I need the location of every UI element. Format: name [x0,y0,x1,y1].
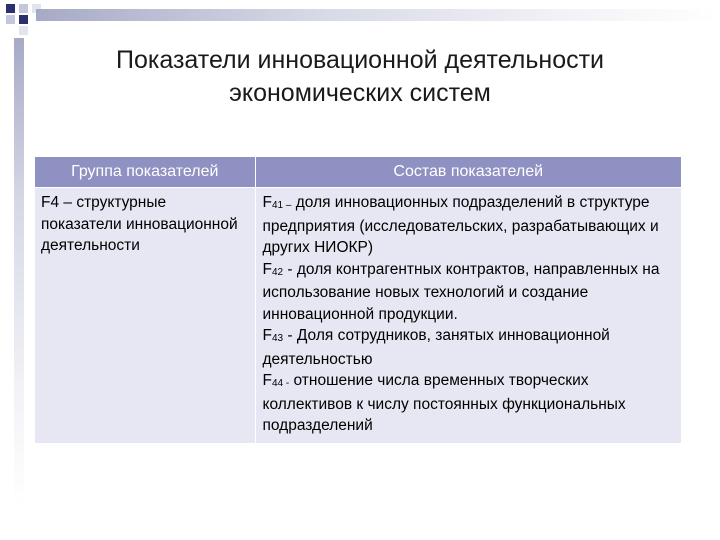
indicator-entry [263,325,678,370]
indicator-code [263,194,292,211]
indicator-code [263,261,284,278]
indicator-text: отношение числа временных творческих коллективов к числу постоянных функциональных подразделений [262,372,626,434]
left-decor-bar [14,38,24,508]
indicator-code-letter: F [262,260,272,278]
table-row [35,188,681,443]
indicator-entry [263,370,678,437]
indicator-text: - доля контрагентных контрактов, направленных на использование новых технологий и создание инновационной продукции. [262,260,660,323]
group-cell: F4 – структурные показатели инновационной деятельности [35,188,255,443]
indicator-code-index: 42 [271,266,284,278]
decor-square [19,15,28,24]
decor-square [19,4,28,13]
decor-square [6,4,15,13]
indicator-entry [263,259,678,326]
indicator-code-letter: F [262,327,272,344]
slide-title [40,44,680,110]
indicator-entry [263,192,678,259]
indicators-table [35,157,681,443]
composition-cell [255,188,681,443]
top-decor-bar [36,9,720,21]
slide-title-line-2: экономических систем [229,79,491,107]
indicator-code [263,372,290,389]
slide-title-line-1: Показатели инновационной деятельности [115,46,605,74]
decor-square [6,15,15,24]
table-header-row [35,157,681,188]
header-indicator-composition: Состав показателей [255,157,681,188]
indicator-code [263,327,284,344]
indicator-text: доля инновационных подразделений в структуре предприятия (исследовательских, разрабатывающих и других НИОКР) [262,194,659,256]
indicator-code-letter: F [262,372,272,389]
indicator-code-index: 44 - [271,378,290,389]
indicator-code-index: 41 – [271,200,292,211]
indicator-code-index: 43 [271,333,284,344]
indicator-text: - Доля сотрудников, занятых инновационной деятельностью [262,327,610,368]
decor-square [19,26,28,35]
header-indicator-group: Группа показателей [35,157,255,188]
indicator-code-letter: F [262,194,272,211]
